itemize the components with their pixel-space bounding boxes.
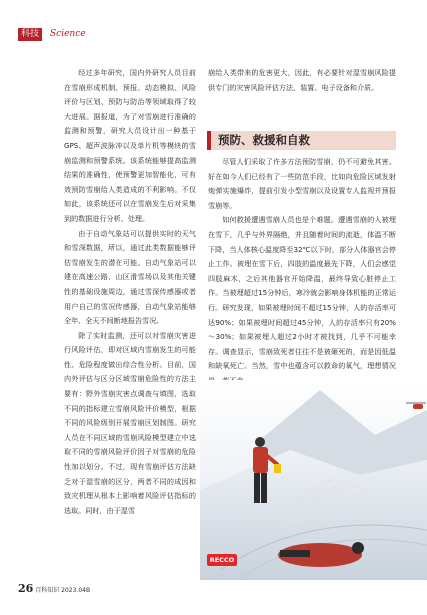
- section-tag-english: Science: [50, 29, 86, 39]
- section-tag: 科技: [18, 28, 42, 41]
- paragraph: 崩给人类带来的危害更大，因此，有必要针对湿雪崩风险提供专门的灾害风险评估方法、装置、电子设备和介质。: [208, 68, 396, 92]
- page-number: 26: [18, 582, 34, 595]
- paragraph: 经过多年研究，国内外研究人员目前在雪崩形成机制、预报、动态模拟、风险评价与区划、预防与防治等领域取得了较大进展。据报道，为了对雪崩进行准确的监测和预警，研究人员设计出一种基于GPS、超声波脉冲以及单片机等模块的雪崩监测和预警系统。该系统能够提高监测结果的准确性，使预警更加智能化，可有效预防雪崩给人类造成的不利影响。不仅如此，该系统还可以在雪崩发生后对采集到的数据进行分析、处理。: [64, 68, 196, 223]
- recco-logo: RECCO: [207, 554, 237, 566]
- heading-accent-bar: [207, 131, 211, 150]
- left-column: [64, 66, 196, 518]
- avalanche-rescue-illustration: [200, 380, 427, 580]
- paragraph: 如何救援遭遇雪崩人员也是个难题。遭遇雪崩的人被埋在雪下，几乎与外界隔绝，并且随着时间的流逝，体温不断下降，当人体核心温度降至32℃以下时，部分人体器官会停止工作。被埋在雪下后，四肢的温度最先下降，人们会感觉四肢麻木，之后其他器官开始降温，最终导致心脏停止工作。当被埋超过15分钟后，寒冷就会影响身体机能的正常运行。研究发现，如果被埋时间不超过15分钟，人的存活率可达90%；如果被埋时间超过45分钟，人的存活率只有20%～30%；如果被埋人超过2小时才被找到，几乎不可能幸存。调查显示，雪崩致死者往往不是被砸死的，而是因低温和缺氧死亡。当然，雪中也蕴含可以救命的氧气，理想情况: [208, 215, 396, 371]
- journal-info: 百科知识 2023.04B: [35, 587, 91, 594]
- paragraph: 尽管人们采取了许多方法预防雪崩，仍不可避免其害。好在如今人们已经有了一些防范手段，比如向危险区域发射炮弹实施爆炸，提前引发小型雪崩以及设置专人监视并预报雪崩等。: [208, 157, 396, 210]
- page-header: [0, 0, 427, 60]
- snow-rescue-image: [200, 380, 427, 580]
- paragraph: 由于自动气象站可以提供实时的天气和雪深数据，所以，通过此类数据能够评估雪崩发生的潜在可能。自动气象站可以建在高速公路、山区滑雪场以及其他关键性的基础设施周边，通过雪深传感器或者用户自己的雪况传感器，自动气象站能够全年、全天不间断地报告雪况。: [64, 228, 196, 326]
- paragraph: 除了实时监测，还可以对雪崩灾害进行风险评估，即对区域内雪崩发生的可能性、危险程度做出综合性分析。目前，国内外评估与区分区域雪崩危险性的方法主要有：野外雪崩灾害点调查与填图，选取不同的指标建立雪崩风险评价模型，根据不同的风险级别开展雪崩区划制图。研究人员在不同区域的雪崩风险模型建立中选取不同的雪崩风险评价因子对雪崩的危险性加以划分。不过，现有雪崩评估方法缺乏对于湿雪崩的区分，两者不同的成因和致灾机理从根本上影响着风险评估指标的选取。同时，由于湿雪: [64, 330, 196, 515]
- right-column-top: [208, 66, 396, 95]
- right-column: [208, 155, 396, 389]
- section-heading: [207, 131, 396, 150]
- section-title: 预防、救援和自救: [218, 133, 310, 147]
- page-footer: [18, 582, 90, 595]
